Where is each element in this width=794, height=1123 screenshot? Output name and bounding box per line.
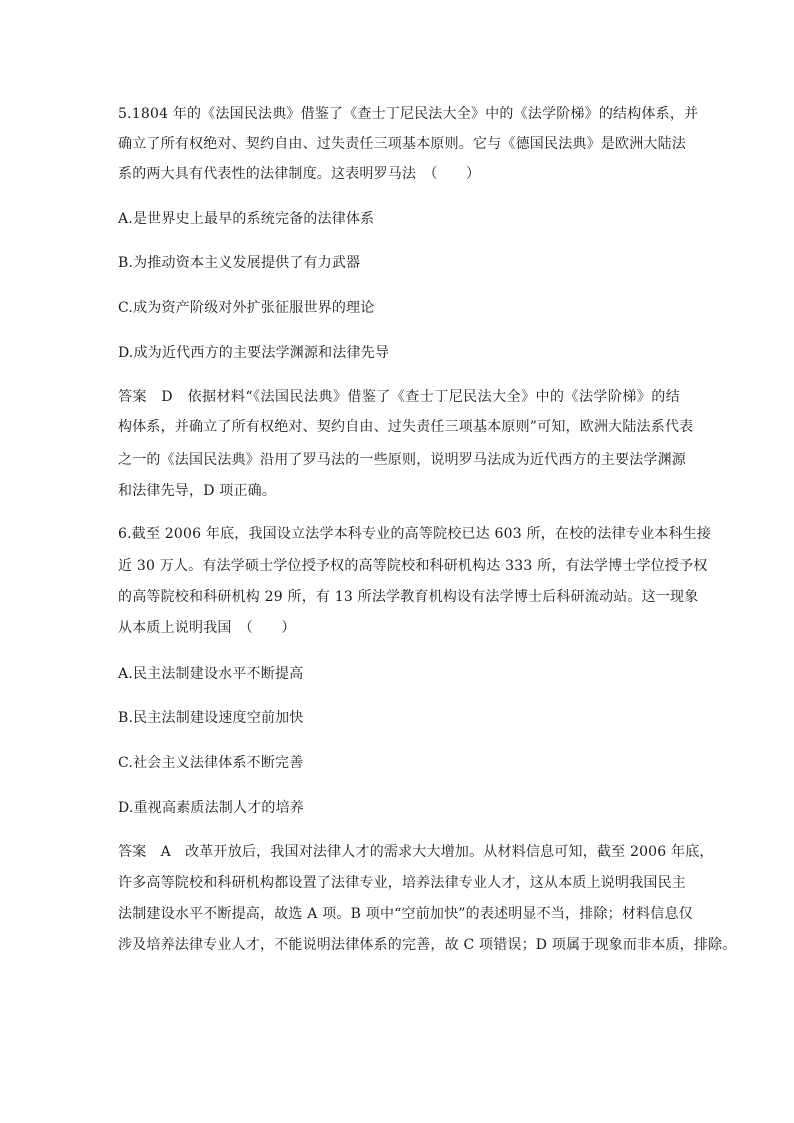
question-6-option-b: B.民主法制建设速度空前加快 <box>118 710 304 726</box>
question-6-option-d: D.重视高素质法制人才的培养 <box>118 800 304 816</box>
question-5-option-b: B.为推动资本主义发展提供了有力武器 <box>118 255 361 271</box>
question-6-stem-line-1: 6.截至 2006 年底，我国设立法学本科专业的高等院校已达 603 所，在校的法律专业本科生接 <box>118 526 712 542</box>
question-5-answer-line-2: 构体系，并确立了所有权绝对、契约自由、过失责任三项基本原则”可知，欧洲大陆法系代表 <box>118 419 694 435</box>
question-5-option-d: D.成为近代西方的主要法学渊源和法律先导 <box>118 345 390 361</box>
question-6-option-a: A.民主法制建设水平不断提高 <box>118 666 304 682</box>
question-5-option-a: A.是世界史上最早的系统完备的法律体系 <box>118 211 375 227</box>
question-5-option-c: C.成为资产阶级对外扩张征服世界的理论 <box>118 300 375 316</box>
question-6-stem-line-3: 的高等院校和科研机构 29 所，有 13 所法学教育机构设有法学博士后科研流动站。这一现象 <box>118 589 699 605</box>
question-5-answer-line-3: 之一的《法国民法典》沿用了罗马法的一些原则，说明罗马法成为近代西方的主要法学渊源 <box>118 452 686 468</box>
question-6-stem-line-2: 近 30 万人。有法学硕士学位授予权的高等院校和科研机构达 333 所，有法学博士学位授予权 <box>118 558 708 574</box>
question-5-stem-line-2: 确立了所有权绝对、契约自由、过失责任三项基本原则。它与《德国民法典》是欧洲大陆法 <box>118 136 686 152</box>
question-6-option-c: C.社会主义法律体系不断完善 <box>118 755 304 771</box>
question-6-answer-line-1: 答案 A 改革开放后，我国对法律人才的需求大大增加。从材料信息可知，截至 2006 年底， <box>118 844 714 860</box>
question-6-stem-line-4: 从本质上说明我国 （ ） <box>118 620 296 636</box>
question-6-answer-line-4: 涉及培养法律专业人才，不能说明法律体系的完善，故 C 项错误；D 项属于现象而非本质，排除。 <box>118 937 737 953</box>
question-5-stem-line-1: 5.1804 年的《法国民法典》借鉴了《查士丁尼民法大全》中的《法学阶梯》的结构体系，并 <box>118 106 699 122</box>
question-6-answer-line-3: 法制建设水平不断提高，故选 A 项。B 项中“空前加快”的表述明显不当，排除；材料信息仅 <box>118 906 693 922</box>
question-6-answer-line-2: 许多高等院校和科研机构都设置了法律专业，培养法律专业人才，这从本质上说明我国民主 <box>118 875 686 891</box>
question-5-answer-line-4: 和法律先导，D 项正确。 <box>118 483 277 499</box>
question-5-stem-line-3: 系的两大具有代表性的法律制度。这表明罗马法 （ ） <box>118 166 481 182</box>
question-5-answer-line-1: 答案 D 依据材料“《法国民法典》借鉴了《查士丁尼民法大全》中的《法学阶梯》的结 <box>118 389 680 405</box>
